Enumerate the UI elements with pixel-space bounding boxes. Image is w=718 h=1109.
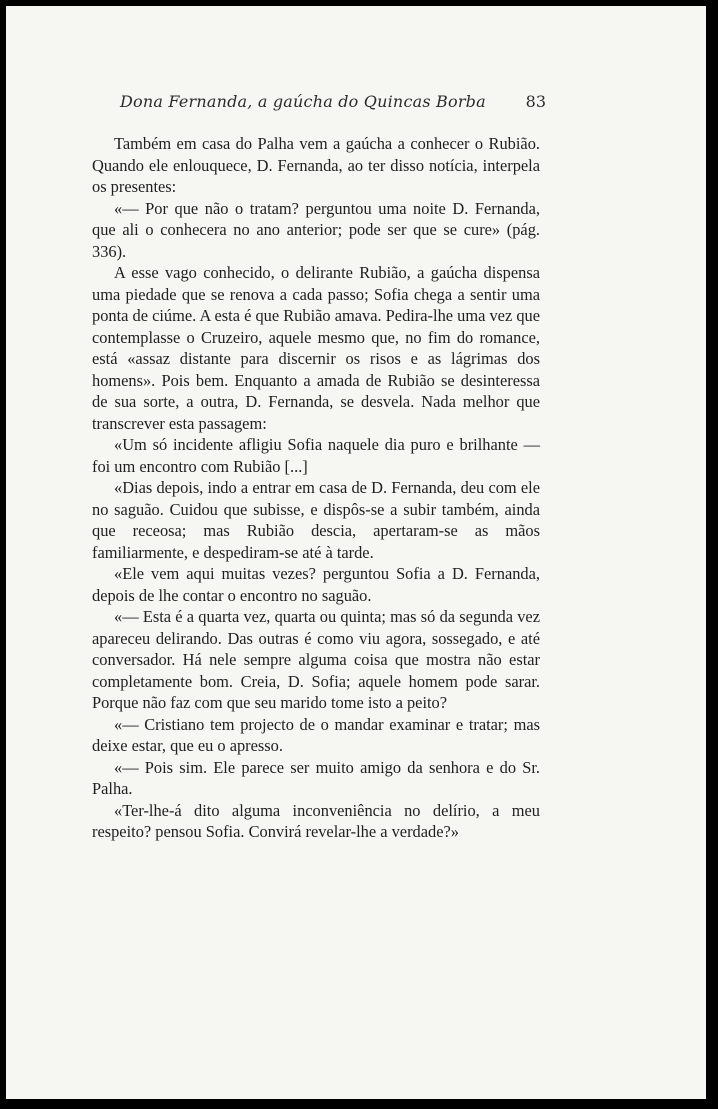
running-title: Dona Fernanda, a gaúcha do Quincas Borba <box>120 92 486 111</box>
paragraph: Também em casa do Palha vem a gaúcha a conhecer o Rubião. Quando ele enlouquece, D. Fernanda, ao ter disso notícia, interpela os presentes: <box>92 134 540 196</box>
paragraph: «Ter-lhe-á dito alguma inconveniência no delírio, a meu respeito? pensou Sofia. Convirá revelar-lhe a verdade?» <box>92 800 540 841</box>
paragraph: «— Pois sim. Ele parece ser muito amigo da senhora e do Sr. Palha. <box>92 757 540 798</box>
paragraph: «— Esta é a quarta vez, quarta ou quinta; mas só da segunda vez apareceu delirando. Das outras é como viu agora, sossegado, e até conversador. Há nele sempre alguma coisa que mostra não estar completamente bom. Creia, D. Sofia; aquele homem pode sarar. Porque não faz com que seu marido tome isto a peito? <box>92 607 540 712</box>
paragraph: «Ele vem aqui muitas vezes? perguntou Sofia a D. Fernanda, depois de lhe contar o encontro no saguão. <box>92 564 540 605</box>
paragraph: «Dias depois, indo a entrar em casa de D. Fernanda, deu com ele no saguão. Cuidou que subisse, e dispôs-se a subir também, ainda que receosa; mas Rubião descia, apertaram-se as mãos familiarmente, e despediram-se até à tarde. <box>92 478 540 562</box>
paragraph: «— Cristiano tem projecto de o mandar examinar e tratar; mas deixe estar, que eu o apresso. <box>92 714 540 755</box>
paragraph: «— Por que não o tratam? perguntou uma noite D. Fernanda, que ali o conhecera no ano anterior; pode ser que se cure» (pág. 336). <box>92 198 540 261</box>
page-number: 83 <box>525 92 546 111</box>
body-text <box>92 133 540 843</box>
page-header <box>112 92 546 116</box>
paragraph: «Um só incidente afligiu Sofia naquele dia puro e brilhante — foi um encontro com Rubião [...] <box>92 435 540 476</box>
paragraph: A esse vago conhecido, o delirante Rubião, a gaúcha dispensa uma piedade que se renova a cada passo; Sofia chega a sentir uma ponta de ciúme. A esta é que Rubião amava. Pedira-lhe uma vez que contemplasse o Cruzeiro, aquele mesmo que, no fim do romance, está «assaz distante para discernir os risos e as lágrimas dos homens». Pois bem. Enquanto a amada de Rubião se desinteressa de sua sorte, a outra, D. Fernanda, se desvela. Nada melhor que transcrever esta passagem: <box>92 263 540 433</box>
